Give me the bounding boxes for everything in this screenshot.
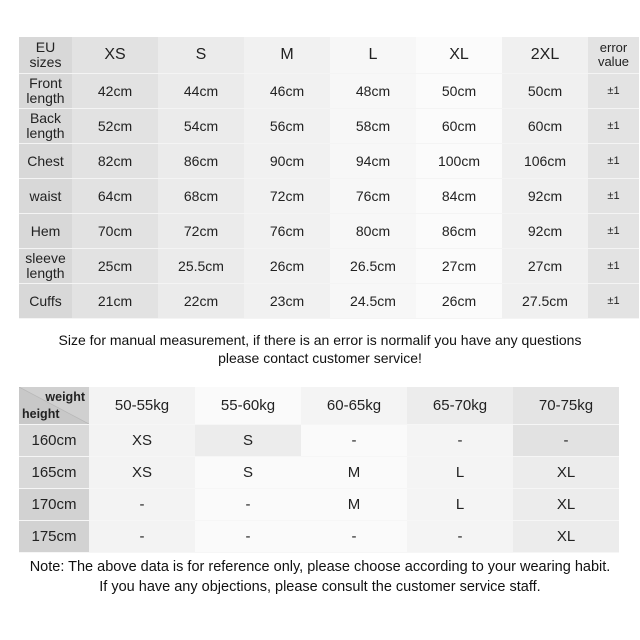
error-cell: ±1 <box>588 249 639 284</box>
weight-header: 60-65kg <box>301 387 407 425</box>
measurement-cell: 48cm <box>330 74 416 109</box>
size-cell: - <box>407 521 513 553</box>
size-header-l: L <box>330 37 416 74</box>
row-label: Chest <box>19 144 72 179</box>
error-value-header: error value <box>588 37 639 74</box>
measurement-cell: 82cm <box>72 144 158 179</box>
height-label: 160cm <box>19 425 89 457</box>
measurement-cell: 26.5cm <box>330 249 416 284</box>
measurement-cell: 21cm <box>72 284 158 319</box>
size-cell: - <box>89 489 195 521</box>
size-cell: L <box>407 457 513 489</box>
measurement-cell: 100cm <box>416 144 502 179</box>
measurement-cell: 72cm <box>158 214 244 249</box>
size-cell: M <box>301 489 407 521</box>
weight-height-corner <box>19 387 89 425</box>
measurement-cell: 58cm <box>330 109 416 144</box>
measurement-cell: 23cm <box>244 284 330 319</box>
height-label: 175cm <box>19 521 89 553</box>
size-cell: - <box>407 425 513 457</box>
reference-note <box>0 557 640 597</box>
table-row <box>19 284 639 319</box>
error-cell: ±1 <box>588 214 639 249</box>
size-header-xs: XS <box>72 37 158 74</box>
measurement-cell: 50cm <box>416 74 502 109</box>
weight-header-row <box>19 387 619 425</box>
size-cell: XS <box>89 457 195 489</box>
size-cell: - <box>301 521 407 553</box>
measurement-cell: 76cm <box>244 214 330 249</box>
table-row <box>19 249 639 284</box>
measurement-cell: 44cm <box>158 74 244 109</box>
measurement-cell: 72cm <box>244 179 330 214</box>
measurement-cell: 94cm <box>330 144 416 179</box>
weight-header: 70-75kg <box>513 387 619 425</box>
measurement-cell: 50cm <box>502 74 588 109</box>
reference-note-line1: Note: The above data is for reference only, please choose according to your wearing habit. <box>29 559 611 575</box>
size-cell: M <box>301 457 407 489</box>
table-row <box>19 144 639 179</box>
measurement-cell: 26cm <box>416 284 502 319</box>
measurement-cell: 27cm <box>416 249 502 284</box>
measurement-cell: 64cm <box>72 179 158 214</box>
measurement-cell: 70cm <box>72 214 158 249</box>
measurement-cell: 54cm <box>158 109 244 144</box>
height-label: 165cm <box>19 457 89 489</box>
weight-height-table <box>19 387 619 553</box>
size-header-2xl: 2XL <box>502 37 588 74</box>
table-row <box>19 489 619 521</box>
size-header-m: M <box>244 37 330 74</box>
measurement-cell: 86cm <box>416 214 502 249</box>
size-header-row <box>19 37 639 74</box>
measurement-cell: 46cm <box>244 74 330 109</box>
measurement-cell: 26cm <box>244 249 330 284</box>
table-row <box>19 521 619 553</box>
size-cell: - <box>89 521 195 553</box>
size-header-s: S <box>158 37 244 74</box>
corner-height-label: height <box>22 407 60 421</box>
weight-header: 50-55kg <box>89 387 195 425</box>
table-row <box>19 214 639 249</box>
measurement-cell: 86cm <box>158 144 244 179</box>
manual-note-line1: Size for manual measurement, if there is an error is normalif you have any questions <box>58 332 582 348</box>
measurement-cell: 27cm <box>502 249 588 284</box>
row-label: Back length <box>19 109 72 144</box>
row-label: sleeve length <box>19 249 72 284</box>
manual-note-line2: please contact customer service! <box>218 350 422 366</box>
measurement-cell: 25.5cm <box>158 249 244 284</box>
size-cell: - <box>195 489 301 521</box>
table-row <box>19 109 639 144</box>
weight-header: 65-70kg <box>407 387 513 425</box>
measurement-cell: 92cm <box>502 179 588 214</box>
measurement-cell: 92cm <box>502 214 588 249</box>
measurement-cell: 68cm <box>158 179 244 214</box>
error-cell: ±1 <box>588 109 639 144</box>
size-header-xl: XL <box>416 37 502 74</box>
reference-note-line2: If you have any objections, please consult the customer service staff. <box>99 579 541 595</box>
manual-measurement-note <box>0 331 640 367</box>
size-cell: S <box>195 457 301 489</box>
size-cell: XL <box>513 521 619 553</box>
measurement-cell: 84cm <box>416 179 502 214</box>
measurement-cell: 80cm <box>330 214 416 249</box>
row-label: Hem <box>19 214 72 249</box>
row-label: Front length <box>19 74 72 109</box>
measurement-cell: 76cm <box>330 179 416 214</box>
measurement-cell: 42cm <box>72 74 158 109</box>
table-row <box>19 74 639 109</box>
error-cell: ±1 <box>588 179 639 214</box>
measurement-cell: 25cm <box>72 249 158 284</box>
measurement-cell: 22cm <box>158 284 244 319</box>
measurement-cell: 27.5cm <box>502 284 588 319</box>
measurement-cell: 60cm <box>416 109 502 144</box>
row-label: waist <box>19 179 72 214</box>
eu-sizes-header: EU sizes <box>19 37 72 74</box>
size-cell: XL <box>513 489 619 521</box>
size-cell: - <box>513 425 619 457</box>
error-cell: ±1 <box>588 74 639 109</box>
row-label: Cuffs <box>19 284 72 319</box>
weight-header: 55-60kg <box>195 387 301 425</box>
size-cell: - <box>195 521 301 553</box>
size-cell: S <box>195 425 301 457</box>
table-row <box>19 425 619 457</box>
measurement-cell: 106cm <box>502 144 588 179</box>
measurement-cell: 56cm <box>244 109 330 144</box>
size-cell: XL <box>513 457 619 489</box>
corner-weight-label: weight <box>45 390 85 404</box>
table-row <box>19 179 639 214</box>
size-cell: L <box>407 489 513 521</box>
error-cell: ±1 <box>588 144 639 179</box>
size-cell: XS <box>89 425 195 457</box>
height-label: 170cm <box>19 489 89 521</box>
error-cell: ±1 <box>588 284 639 319</box>
size-cell: - <box>301 425 407 457</box>
measurement-cell: 24.5cm <box>330 284 416 319</box>
measurement-cell: 52cm <box>72 109 158 144</box>
measurement-cell: 90cm <box>244 144 330 179</box>
size-chart-table <box>19 37 639 319</box>
table-row <box>19 457 619 489</box>
measurement-cell: 60cm <box>502 109 588 144</box>
